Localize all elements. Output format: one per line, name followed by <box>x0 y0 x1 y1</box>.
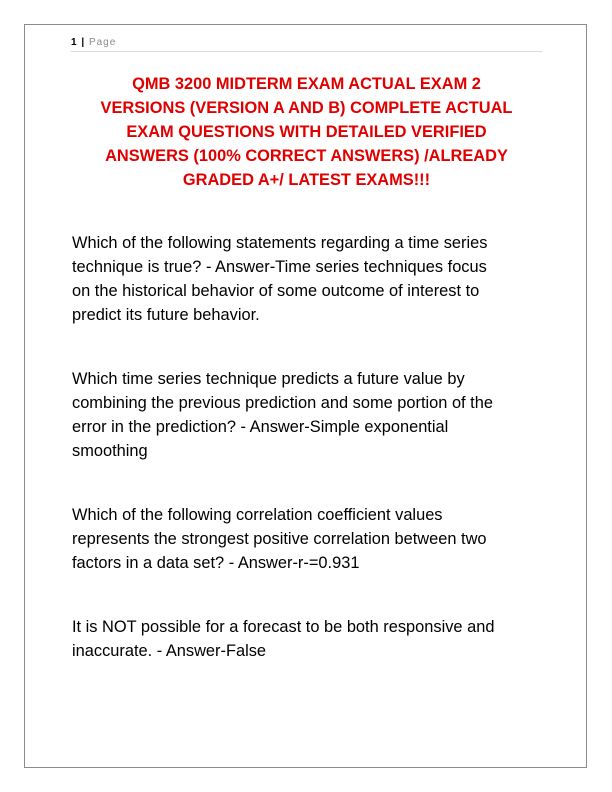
title-line: GRADED A+/ LATEST EXAMS!!! <box>182 171 431 189</box>
question-line: combining the previous prediction and some portion of the <box>72 394 493 412</box>
title-line: QMB 3200 MIDTERM EXAM ACTUAL EXAM 2 <box>132 75 481 93</box>
question-line: on the historical behavior of some outcome of interest to <box>72 282 480 300</box>
document-title <box>71 72 542 192</box>
question-line: error in the prediction? - Answer-Simple exponential <box>72 418 449 436</box>
question-line: Which time series technique predicts a future value by <box>72 370 465 388</box>
question-line: predict its future behavior. <box>72 306 260 324</box>
question-line: technique is true? - Answer-Time series techniques focus <box>72 258 487 276</box>
question-line: inaccurate. - Answer-False <box>72 642 267 660</box>
title-line: VERSIONS (VERSION A AND B) COMPLETE ACTUAL <box>100 99 513 117</box>
page-header-label: Page <box>88 37 117 48</box>
page-header-separator: | <box>81 37 85 48</box>
question-answer-4 <box>72 615 552 663</box>
question-line: represents the strongest positive correlation between two <box>72 530 487 548</box>
question-line: smoothing <box>72 442 148 460</box>
question-line: Which of the following statements regarding a time series <box>72 234 488 252</box>
page-header <box>71 36 542 52</box>
question-answer-3 <box>72 503 552 575</box>
question-answer-2 <box>72 367 552 463</box>
question-answer-1 <box>72 231 552 327</box>
question-line: Which of the following correlation coefficient values <box>72 506 443 524</box>
question-line: It is NOT possible for a forecast to be both responsive and <box>72 618 495 636</box>
question-line: factors in a data set? - Answer-r-=0.931 <box>72 554 360 572</box>
page-number: 1 <box>71 37 77 48</box>
title-line: EXAM QUESTIONS WITH DETAILED VERIFIED <box>126 123 487 141</box>
title-line: ANSWERS (100% CORRECT ANSWERS) /ALREADY <box>105 147 508 165</box>
